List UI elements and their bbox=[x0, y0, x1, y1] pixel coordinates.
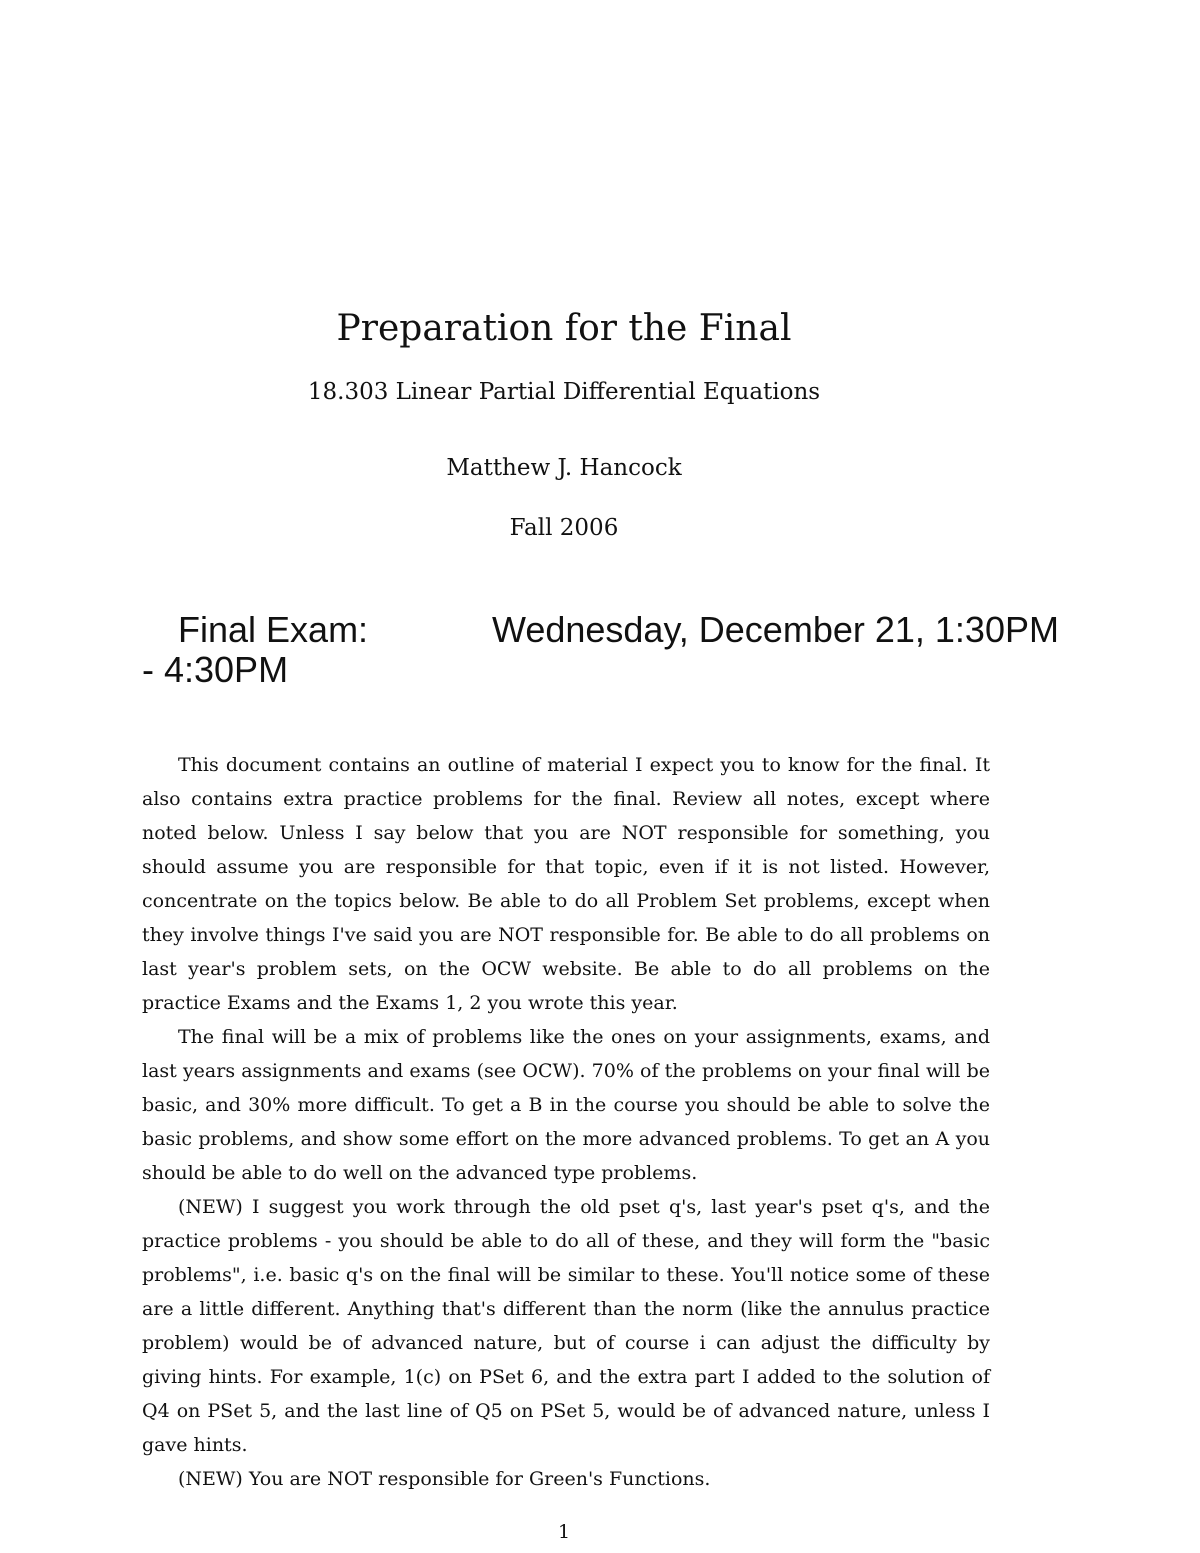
author-name: Matthew J. Hancock bbox=[446, 455, 682, 481]
final-exam-schedule bbox=[142, 610, 1072, 690]
paragraph-exam-mix: The final will be a mix of problems like the ones on your assignments, exams, and last years assignments and exams (see OCW). 70% of the problems on your final will be basic, and 30% more difficult. To get a B in the course you should be able to solve the basic problems, and show some effort on the more advanced problems. To get an A you should be able to do well on the advanced type problems. bbox=[142, 1026, 990, 1184]
final-exam-end-time: - 4:30PM bbox=[142, 649, 289, 690]
page-number: 1 bbox=[557, 1521, 571, 1543]
final-exam-datetime: Wednesday, December 21, 1:30PM bbox=[492, 609, 1059, 650]
document-body bbox=[142, 748, 990, 1496]
paragraph-outline: This document contains an outline of material I expect you to know for the final. It also contains extra practice problems for the final. Review all notes, except where noted below. Unless I say below that you are NOT responsible for something, you should assume you are responsible for that topic, even if it is not listed. However, concentrate on the topics below. Be able to do all Problem Set problems, except when they involve things I've said you are NOT responsible for. Be able to do all problems on last year's problem sets, on the OCW website. Be able to do all problems on the practice Exams and the Exams 1, 2 you wrote this year. bbox=[142, 754, 990, 1014]
document-title: Preparation for the Final bbox=[336, 308, 792, 349]
paragraph-greens-functions: (NEW) You are NOT responsible for Green's Functions. bbox=[178, 1468, 711, 1490]
final-exam-label: Final Exam: bbox=[178, 609, 369, 650]
document-date: Fall 2006 bbox=[509, 515, 619, 541]
final-exam-line bbox=[142, 610, 1072, 650]
paragraph-study-suggestion: (NEW) I suggest you work through the old pset q's, last year's pset q's, and the practice problems - you should be able to do all of these, and they will form the "basic problems", i.e. basic q's on the final will be similar to these. You'll notice some of these are a little different. Anything that's different than the norm (like the annulus practice problem) would be of advanced nature, but of course i can adjust the difficulty by giving hints. For example, 1(c) on PSet 6, and the extra part I added to the solution of Q4 on PSet 5, and the last line of Q5 on PSet 5, would be of advanced nature, unless I gave hints. bbox=[142, 1196, 990, 1456]
course-subtitle: 18.303 Linear Partial Differential Equations bbox=[307, 379, 821, 405]
